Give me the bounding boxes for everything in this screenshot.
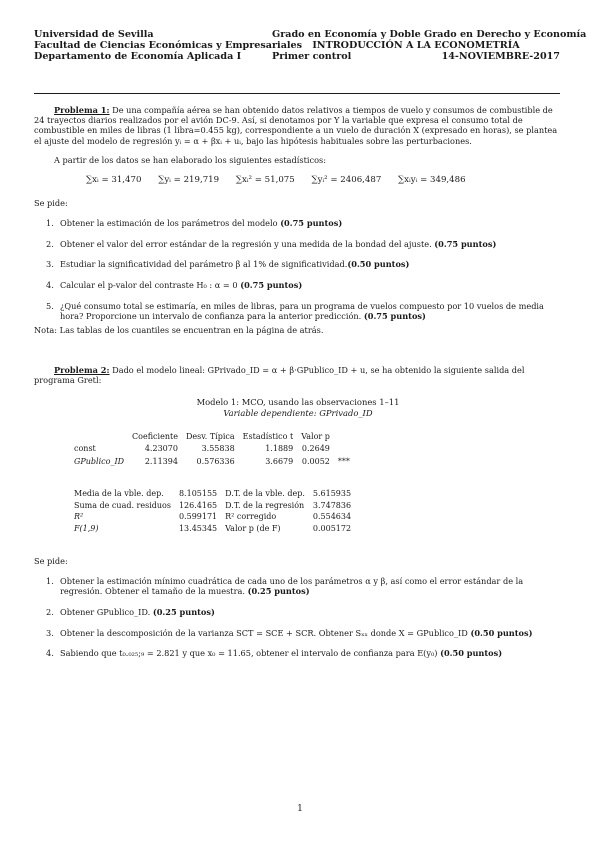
table-row: Media de la vble. dep. 8.105155 D.T. de la vble. dep. 5.615935: [74, 489, 352, 498]
page-number: 1: [297, 804, 303, 814]
sum-xy: ∑xᵢyᵢ = 349,486: [398, 175, 466, 185]
list-item: 1. Obtener la estimación de los parámetros del modelo (0.75 puntos): [46, 218, 343, 228]
table-row: const 4.23070 3.55838 1.1889 0.2649: [74, 444, 330, 454]
list-item: 4. Sabiendo que t₀.₀₂₅;₉ = 2.821 y que x₀ = 11.65, obtener el intervalo de confianza para E(y₀) (0.50 puntos): [46, 648, 503, 659]
list-item: 2. Obtener GPublico_ID. (0.25 puntos): [46, 606, 215, 617]
table-header-row: Coeficiente Desv. Típica Estadístico t Valor p: [132, 432, 330, 441]
problem1-text: De una compañía aérea se han obtenido datos relativos a tiempos de vuelo y consumos de combustible de 24 trayectos diarios realizados por el avión DC-9. Así, si denotamos por Y la variable que expresa el consumo total de combustible en miles de libras (1 libra=0.455 kg), correspondiente a un vuelo de duración X (expresado en horas), se plantea el ajuste del modelo de regresión yᵢ = α + βxᵢ + uᵢ, bajo las hipótesis habituales sobre las perturbaciones.: [34, 105, 558, 146]
department-name: Departamento de Economía Aplicada I: [34, 51, 242, 62]
sum-x2: ∑xᵢ² = 51,075: [235, 175, 295, 185]
exam-type: Primer control: [272, 51, 352, 62]
header-divider: [34, 93, 560, 94]
table-row: R² 0.599171 R² corregido 0.554634: [74, 512, 352, 522]
gretl-model-title: Modelo 1: MCO, usando las observaciones 1–11: [196, 397, 400, 407]
coefficient-table: [70, 432, 354, 467]
gretl-dependent-variable: Variable dependiente: GPrivado_ID: [223, 408, 373, 418]
list-item: 3. Obtener la descomposición de la varianza SCT = SCE + SCR. Obtener Sₓₓ donde X = GPublico_ID (0.50 puntos): [46, 627, 533, 638]
problem2-se-pide: Se pide:: [34, 556, 68, 566]
problem1-note: Nota: Las tablas de los cuantiles se encuentran en la página de atrás.: [34, 325, 324, 335]
course-name: INTRODUCCIÓN A LA ECONOMETRÍA: [312, 40, 520, 51]
degree-name: Grado en Economía y Doble Grado en Derecho y Economía: [272, 29, 587, 40]
problem1-statement: [34, 105, 562, 146]
list-item: 5. ¿Qué consumo total se estimaría, en miles de libras, para un programa de vuelos compuesto por 10 vuelos de media hora? Proporcione un intervalo de confianza para la anterior predicción. (0.75 puntos): [46, 300, 544, 322]
problem2-items: [46, 576, 562, 669]
sum-y2: ∑yᵢ² = 2406,487: [311, 175, 382, 185]
list-item: 2. Obtener el valor del error estándar de la regresión y una medida de la bondad del ajuste. (0.75 puntos): [46, 238, 497, 249]
table-row: F(1,9) 13.45345 Valor p (de F) 0.005172: [74, 523, 352, 533]
problem1-stats-intro: A partir de los datos se han elaborado los siguientes estadísticos:: [54, 155, 326, 165]
problem2-text: Dado el modelo lineal: GPrivado_ID = α + β·GPublico_ID + u, se ha obtenido la siguiente salida del programa Gretl:: [34, 365, 525, 386]
exam-date: 14-NOVIEMBRE-2017: [441, 51, 560, 62]
list-item: 1. Obtener la estimación mínimo cuadrática de cada uno de los parámetros α y β, así como el error estándar de la regresión. Obtener el tamaño de la muestra. (0.25 puntos): [46, 576, 524, 597]
summary-statistics: [86, 175, 480, 185]
problem2-title: Problema 2:: [54, 365, 110, 375]
table-row: Suma de cuad. residuos 126.4165 D.T. de la regresión 3.747836: [74, 500, 352, 510]
sum-y: ∑yᵢ = 219,719: [158, 175, 220, 185]
faculty-name: Facultad de Ciencias Económicas y Empresariales: [34, 40, 303, 51]
list-item: 3. Estudiar la significatividad del parámetro β al 1% de significatividad.(0.50 puntos): [46, 259, 410, 270]
university-name: Universidad de Sevilla: [34, 29, 154, 40]
header-left: [34, 29, 302, 62]
header-right: [272, 29, 587, 62]
list-item: 4. Calcular el p-valor del contraste H₀ : α = 0 (0.75 puntos): [46, 280, 303, 291]
table-row: GPublico_ID 2.11394 0.576336 3.6679 0.0052 ***: [74, 456, 350, 466]
sum-x: ∑xᵢ = 31,470: [86, 175, 142, 185]
exam-info: [272, 51, 560, 62]
problem2-statement: [34, 365, 562, 385]
problem1-title: Problema 1:: [54, 105, 110, 115]
problem1-se-pide: Se pide:: [34, 198, 68, 208]
regression-statistics: [70, 488, 355, 534]
problem1-items: [46, 218, 562, 332]
